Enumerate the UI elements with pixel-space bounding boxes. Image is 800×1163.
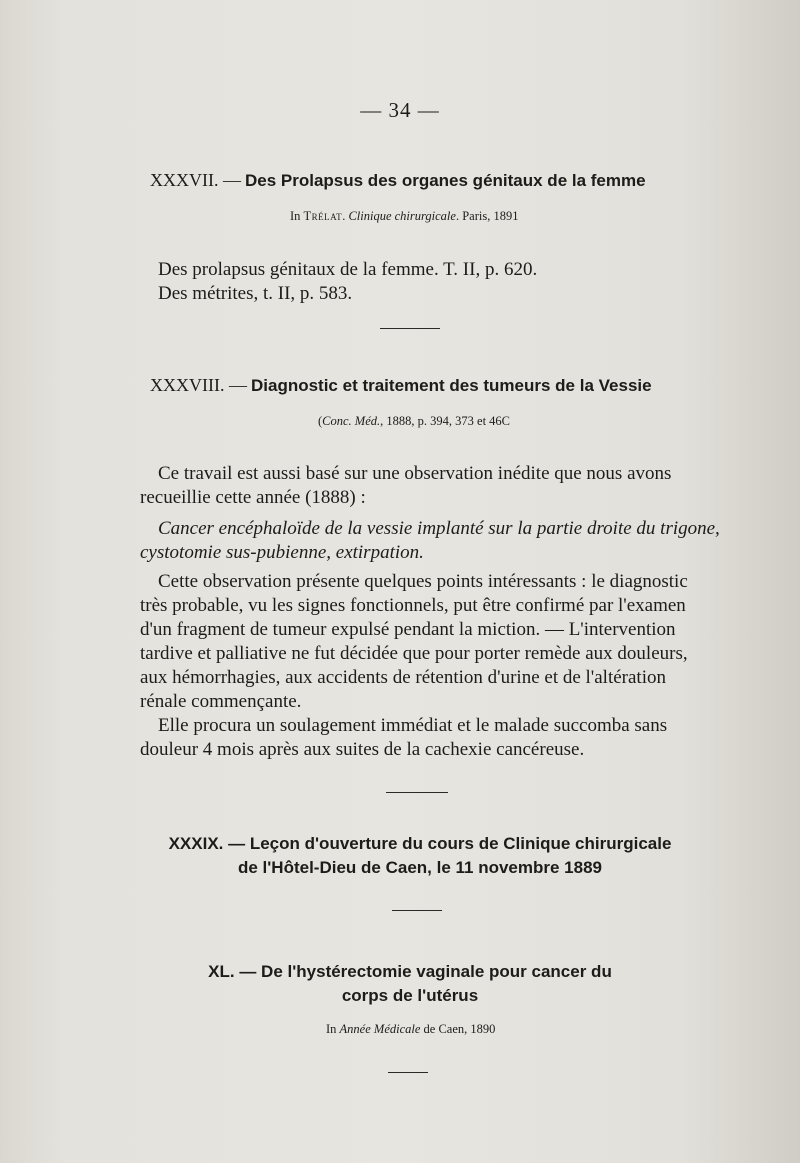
paragraph-line: Cette observation présente quelques points intéressants : le diagnostic (158, 571, 688, 592)
section-38-reference: (Conc. Méd., 1888, p. 394, 373 et 46C (318, 414, 511, 428)
reference-author: Trélat (303, 209, 343, 223)
paragraph-line: douleur 4 mois après aux suites de la cachexie cancéreuse. (140, 739, 585, 760)
section-38-heading (150, 375, 652, 396)
paragraph-line: aux hémorrhagies, aux accidents de rétention d'urine et de l'altération (140, 667, 666, 688)
section-37-line-1: Des prolapsus génitaux de la femme. T. II, p. 620. (158, 259, 538, 280)
paragraph-line: Ce travail est aussi basé sur une observation inédite que nous avons (158, 463, 672, 484)
section-37-reference: In Trélat. Clinique chirurgicale. Paris, 1891 (290, 209, 519, 223)
section-38-number: XXXVIII. — (150, 375, 247, 395)
section-40-reference: In Année Médicale de Caen, 1890 (326, 1022, 496, 1036)
section-37-heading (150, 170, 646, 191)
paragraph-line: tardive et palliative ne fut décidée que pour porter remède aux douleurs, (140, 643, 688, 664)
paragraph-line: recueillie cette année (1888) : (140, 487, 366, 508)
section-40-heading: XL. — De l'hystérectomie vaginale pour cancer du corps de l'utérus (208, 962, 612, 1005)
reference-work: Clinique chirurgicale (348, 209, 456, 223)
section-37-title: Des Prolapsus des organes génitaux de la femme (244, 171, 646, 190)
reference-work: Conc. Méd. (322, 414, 381, 428)
section-37-line-2: Des métrites, t. II, p. 583. (158, 283, 353, 304)
section-37-number: XXXVII. — (150, 170, 241, 190)
section-39-heading: XXXIX. — Leçon d'ouverture du cours de Clinique chirurgicale de l'Hôtel-Dieu de Caen, le 11 novembre 1889 (168, 834, 672, 877)
paragraph-line: très probable, vu les signes fonctionnels, put être confirmé par l'examen (140, 595, 686, 616)
case-title-line: Cancer encéphaloïde de la vessie implanté sur la partie droite du trigone, (158, 518, 720, 539)
paragraph-line: rénale commençante. (140, 691, 302, 712)
page-number: — 34 — (360, 98, 440, 122)
section-divider (386, 792, 448, 793)
section-38-title: Diagnostic et traitement des tumeurs de la Vessie (250, 376, 652, 395)
case-title-line: cystotomie sus-pubienne, extirpation. (140, 542, 424, 563)
paragraph-line: Elle procura un soulagement immédiat et le malade succomba sans (158, 715, 668, 736)
section-divider (388, 1072, 428, 1073)
section-divider (392, 910, 442, 911)
reference-work: Année Médicale (339, 1022, 421, 1036)
paragraph-line: d'un fragment de tumeur expulsé pendant la miction. — L'intervention (140, 619, 676, 640)
section-divider (380, 328, 440, 329)
